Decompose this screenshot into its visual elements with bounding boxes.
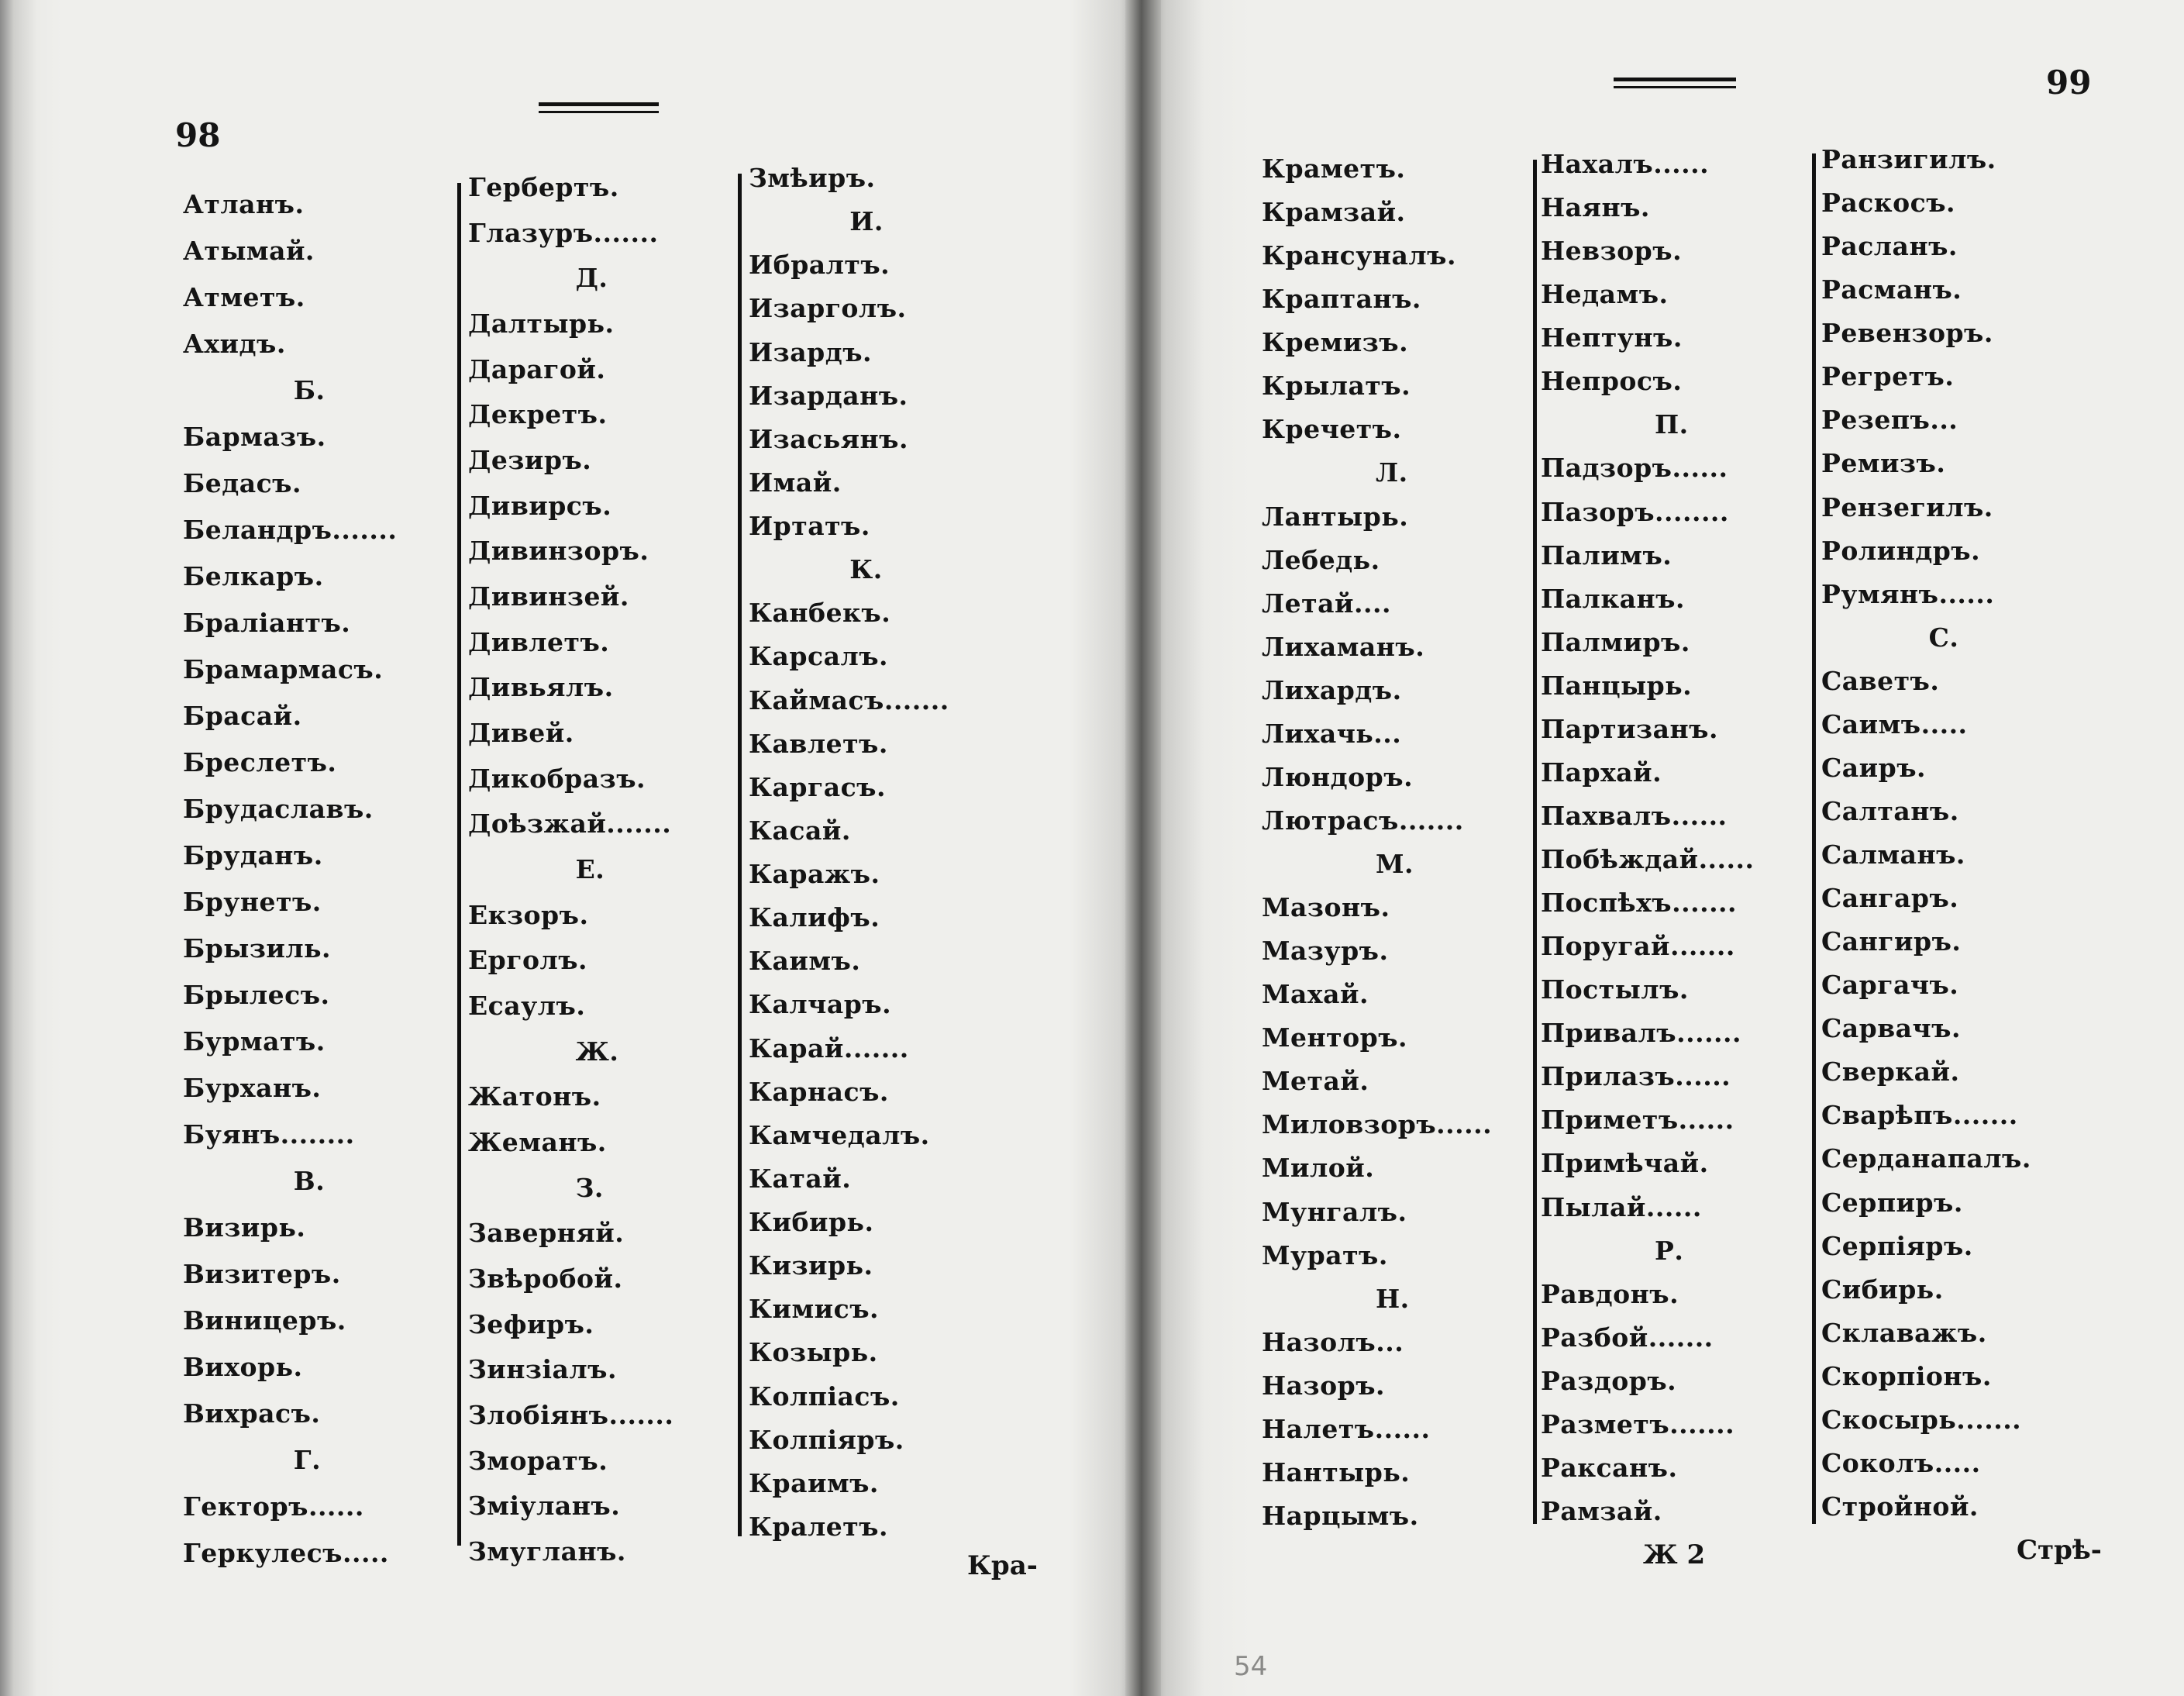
left-column-1 — [183, 189, 446, 1568]
name-entry: Раскосъ. — [1821, 188, 1956, 218]
pencil-note: 54 — [1234, 1651, 1268, 1682]
name-entry: Расланъ. — [1821, 231, 1958, 261]
name-entry: Брамармасъ. — [183, 654, 384, 684]
name-entry: Назолъ... — [1262, 1327, 1404, 1357]
name-entry: Рензегилъ. — [1821, 492, 1993, 522]
name-entry: Визирь. — [183, 1212, 306, 1243]
name-entry: Назоръ. — [1262, 1370, 1386, 1401]
name-entry: Касай. — [749, 815, 851, 846]
name-entry: Ранзигилъ. — [1821, 144, 1996, 174]
name-entry: Непросъ. — [1541, 366, 1683, 396]
section-letter: Г. — [293, 1445, 322, 1475]
name-entry: Недамъ. — [1541, 279, 1669, 309]
name-entry: Лебедь. — [1262, 545, 1380, 575]
name-entry: Гербертъ. — [468, 172, 619, 202]
section-letter: Н. — [1376, 1284, 1410, 1314]
name-entry: Партизанъ. — [1541, 714, 1718, 744]
name-entry: Крансуналъ. — [1262, 240, 1456, 271]
name-entry: Бармазъ. — [183, 422, 326, 452]
name-entry: Сварѣпъ....... — [1821, 1100, 2018, 1130]
name-entry: Брудаславъ. — [183, 794, 374, 824]
name-entry: Мазуръ. — [1262, 936, 1389, 966]
name-entry: Изарголъ. — [749, 293, 907, 323]
name-entry: Кимисъ. — [749, 1294, 880, 1324]
name-entry: Резепъ... — [1821, 405, 1958, 435]
name-entry: Милой. — [1262, 1153, 1375, 1183]
section-letter: М. — [1376, 849, 1414, 879]
name-entry: Калчаръ. — [749, 989, 892, 1019]
column-rule — [1533, 160, 1537, 1524]
name-entry: Дарагой. — [468, 354, 606, 384]
name-entry: Равдонъ. — [1541, 1279, 1679, 1309]
name-entry: Нахалъ...... — [1541, 149, 1710, 179]
right-page — [1142, 0, 2184, 1696]
name-entry: Есаулъ. — [468, 991, 586, 1021]
name-entry: Кречетъ. — [1262, 414, 1402, 444]
name-entry: Лихаманъ. — [1262, 632, 1425, 662]
name-entry: Изасьянъ. — [749, 424, 908, 454]
header-rule — [1614, 78, 1736, 88]
name-entry: Палимъ. — [1541, 540, 1672, 571]
name-entry: Привалъ....... — [1541, 1018, 1742, 1048]
name-entry: Краимъ. — [749, 1468, 879, 1498]
section-letter: Д. — [575, 263, 608, 293]
name-entry: Падзоръ...... — [1541, 453, 1728, 483]
name-entry: Зефиръ. — [468, 1309, 594, 1339]
name-entry: Злобiянъ....... — [468, 1400, 674, 1430]
name-entry: Салманъ. — [1821, 839, 1965, 870]
name-entry: Каимъ. — [749, 946, 861, 976]
name-entry: Лихардъ. — [1262, 675, 1402, 705]
name-entry: Рамзай. — [1541, 1496, 1662, 1526]
name-entry: Декретъ. — [468, 399, 608, 429]
section-letter: Ж. — [575, 1036, 619, 1067]
name-entry: Скорпiонъ. — [1821, 1361, 1992, 1391]
name-entry: Ахидъ. — [183, 329, 286, 359]
name-entry: Вихорь. — [183, 1352, 303, 1382]
name-entry: Визитеръ. — [183, 1259, 341, 1289]
name-entry: Скосырь....... — [1821, 1405, 2022, 1435]
name-entry: Жатонъ. — [468, 1081, 601, 1112]
name-entry: Атымай. — [183, 236, 315, 266]
name-entry: Ремизъ. — [1821, 448, 1946, 478]
name-entry: Кремизъ. — [1262, 327, 1409, 357]
name-entry: Невзоръ. — [1541, 236, 1683, 266]
name-entry: Змѣиръ. — [749, 163, 876, 193]
name-entry: Канбекъ. — [749, 598, 891, 628]
name-entry: Каймасъ....... — [749, 685, 949, 715]
name-entry: Пархай. — [1541, 757, 1662, 788]
name-entry: Каражъ. — [749, 859, 880, 889]
name-entry: Буянъ........ — [183, 1119, 355, 1150]
name-entry: Далтырь. — [468, 309, 615, 339]
name-entry: Краптанъ. — [1262, 284, 1421, 314]
column-rule — [457, 183, 461, 1546]
book-gutter — [1125, 0, 1161, 1696]
name-entry: Виницеръ. — [183, 1305, 346, 1336]
name-entry: Беландръ....... — [183, 515, 398, 545]
name-entry: Сангиръ. — [1821, 926, 1962, 957]
name-entry: Брызиль. — [183, 933, 332, 963]
name-entry: Брылесъ. — [183, 980, 330, 1010]
name-entry: Геркулесъ..... — [183, 1538, 389, 1568]
name-entry: Карай....... — [749, 1033, 909, 1063]
section-letter: С. — [1928, 622, 1959, 653]
name-entry: Палканъ. — [1541, 584, 1685, 614]
signature-mark: Ж 2 — [1643, 1539, 1706, 1570]
name-entry: Белкаръ. — [183, 561, 324, 591]
name-entry: Лютрасъ....... — [1262, 805, 1464, 836]
name-entry: Махай. — [1262, 979, 1369, 1009]
name-entry: Глазуръ....... — [468, 218, 659, 248]
name-entry: Бедасъ. — [183, 468, 301, 498]
name-entry: Наянъ. — [1541, 192, 1650, 222]
name-entry: Саргачъ. — [1821, 970, 1959, 1000]
name-entry: Катай. — [749, 1163, 852, 1194]
name-entry: Бурматъ. — [183, 1026, 326, 1057]
name-entry: Миловзоръ...... — [1262, 1109, 1493, 1139]
name-entry: Дивлетъ. — [468, 627, 610, 657]
name-entry: Атланъ. — [183, 189, 305, 219]
name-entry: Нарцымъ. — [1262, 1501, 1419, 1531]
name-entry: Раздоръ. — [1541, 1366, 1677, 1396]
name-entry: Дивей. — [468, 718, 574, 748]
name-entry: Румянъ...... — [1821, 579, 1995, 609]
left-column-2 — [468, 172, 724, 1567]
right-column-1 — [1262, 153, 1533, 1531]
name-entry: Саветъ. — [1821, 666, 1940, 696]
right-column-2 — [1541, 149, 1812, 1526]
page-number-left: 98 — [175, 116, 221, 154]
name-entry: Поспѣхъ....... — [1541, 888, 1738, 918]
name-entry: Салтанъ. — [1821, 796, 1959, 826]
name-entry: Нантырь. — [1262, 1457, 1411, 1487]
name-entry: Менторъ. — [1262, 1022, 1408, 1053]
name-entry: Серпiяръ. — [1821, 1231, 1973, 1261]
name-entry: Пылай...... — [1541, 1192, 1702, 1222]
section-letter: З. — [575, 1173, 604, 1203]
name-entry: Калифъ. — [749, 902, 880, 932]
name-entry: Карнасъ. — [749, 1077, 889, 1107]
name-entry: Летай.... — [1262, 588, 1391, 619]
name-entry: Крамзай. — [1262, 197, 1406, 227]
name-entry: Побѣждай...... — [1541, 844, 1755, 874]
name-entry: Карсалъ. — [749, 641, 889, 671]
name-entry: Зморатъ. — [468, 1446, 608, 1476]
name-entry: Доѣзжай....... — [468, 808, 672, 839]
name-entry: Серданапалъ. — [1821, 1143, 2031, 1174]
name-entry: Ерголъ. — [468, 945, 588, 975]
name-entry: Палмиръ. — [1541, 627, 1690, 657]
name-entry: Бруданъ. — [183, 840, 323, 870]
name-entry: Имай. — [749, 467, 842, 498]
name-entry: Бралiантъ. — [183, 608, 351, 638]
name-entry: Люндоръ. — [1262, 762, 1414, 792]
left-column-3 — [749, 163, 989, 1542]
section-letter: И. — [849, 206, 884, 236]
name-entry: Сарвачъ. — [1821, 1013, 1961, 1043]
name-entry: Ибралтъ. — [749, 250, 890, 280]
name-entry: Серпиръ. — [1821, 1188, 1963, 1218]
name-entry: Гекторъ...... — [183, 1491, 364, 1522]
name-entry: Саиръ. — [1821, 753, 1926, 783]
name-entry: Склаважъ. — [1821, 1318, 1987, 1348]
name-entry: Дезиръ. — [468, 445, 592, 475]
name-entry: Дивьялъ. — [468, 672, 614, 702]
name-entry: Дивирсъ. — [468, 491, 612, 521]
name-entry: Ролиндръ. — [1821, 536, 1981, 566]
name-entry: Мунгалъ. — [1262, 1197, 1407, 1227]
name-entry: Кавлетъ. — [749, 729, 888, 759]
name-entry: Панцырь. — [1541, 670, 1693, 701]
name-entry: Кралетъ. — [749, 1512, 888, 1542]
name-entry: Атметъ. — [183, 282, 305, 312]
name-entry: Крылатъ. — [1262, 371, 1411, 401]
name-entry: Козырь. — [749, 1337, 878, 1367]
name-entry: Дивинзоръ. — [468, 536, 649, 566]
name-entry: Метай. — [1262, 1066, 1369, 1096]
name-entry: Бреслетъ. — [183, 747, 337, 777]
name-entry: Каргасъ. — [749, 772, 886, 802]
name-entry: Лантырь. — [1262, 502, 1409, 532]
section-letter: К. — [849, 554, 883, 584]
name-entry: Дивинзей. — [468, 581, 629, 612]
section-letter: Р. — [1655, 1236, 1684, 1266]
name-entry: Стройной. — [1821, 1491, 1979, 1522]
name-entry: Пахвалъ...... — [1541, 801, 1728, 831]
header-rule — [539, 102, 659, 113]
name-entry: Сверкай. — [1821, 1057, 1960, 1087]
name-entry: Регретъ. — [1821, 361, 1955, 391]
name-entry: Мазонъ. — [1262, 892, 1390, 922]
name-entry: Звѣробой. — [468, 1263, 623, 1294]
name-entry: Кибирь. — [749, 1207, 874, 1237]
name-entry: Колпiяръ. — [749, 1425, 904, 1455]
column-rule — [1812, 153, 1816, 1524]
name-entry: Краметъ. — [1262, 153, 1406, 184]
column-rule — [738, 174, 742, 1536]
name-entry: Раксанъ. — [1541, 1453, 1678, 1483]
name-entry: Пазоръ........ — [1541, 497, 1729, 527]
name-entry: Разметъ....... — [1541, 1409, 1735, 1439]
name-entry: Соколъ..... — [1821, 1448, 1981, 1478]
name-entry: Расманъ. — [1821, 274, 1962, 305]
name-entry: Примѣчай. — [1541, 1148, 1709, 1178]
name-entry: Приметъ...... — [1541, 1105, 1734, 1135]
name-entry: Ревензоръ. — [1821, 318, 1993, 348]
name-entry: Лихачь... — [1262, 719, 1402, 749]
section-letter: В. — [293, 1166, 326, 1196]
name-entry: Екзоръ. — [468, 900, 589, 930]
page-number-right: 99 — [2046, 64, 2092, 102]
name-entry: Камчедалъ. — [749, 1120, 930, 1150]
section-letter: Л. — [1376, 457, 1408, 488]
name-entry: Иртатъ. — [749, 511, 870, 541]
name-entry: Змугланъ. — [468, 1536, 626, 1567]
name-entry: Разбой....... — [1541, 1322, 1714, 1353]
name-entry: Изарданъ. — [749, 381, 908, 411]
name-entry: Изардъ. — [749, 337, 872, 367]
section-letter: Б. — [293, 375, 326, 405]
name-entry: Брасай. — [183, 701, 302, 731]
name-entry: Вихрасъ. — [183, 1398, 321, 1429]
name-entry: Дикобразъ. — [468, 764, 646, 794]
right-column-3 — [1821, 144, 2077, 1522]
name-entry: Бурханъ. — [183, 1073, 322, 1103]
name-entry: Жеманъ. — [468, 1127, 607, 1157]
name-entry: Брунетъ. — [183, 887, 322, 917]
name-entry: Зинзiалъ. — [468, 1354, 617, 1384]
name-entry: Сибирь. — [1821, 1274, 1944, 1305]
name-entry: Налетъ...... — [1262, 1414, 1431, 1444]
name-entry: Поругай....... — [1541, 931, 1735, 961]
name-entry: Заверняй. — [468, 1218, 625, 1248]
name-entry: Сангаръ. — [1821, 883, 1959, 913]
catchword-right: Стрѣ- — [2017, 1535, 2102, 1566]
name-entry: Нептунъ. — [1541, 322, 1683, 353]
name-entry: Змiуланъ. — [468, 1491, 621, 1521]
name-entry: Колпiасъ. — [749, 1381, 900, 1412]
name-entry: Муратъ. — [1262, 1240, 1388, 1270]
section-letter: П. — [1655, 409, 1689, 440]
name-entry: Кизирь. — [749, 1250, 873, 1281]
name-entry: Постылъ. — [1541, 974, 1689, 1005]
name-entry: Прилазъ...... — [1541, 1061, 1731, 1091]
name-entry: Саимъ..... — [1821, 709, 1968, 739]
catchword-left: Кра- — [967, 1550, 1038, 1581]
section-letter: Е. — [575, 854, 605, 884]
